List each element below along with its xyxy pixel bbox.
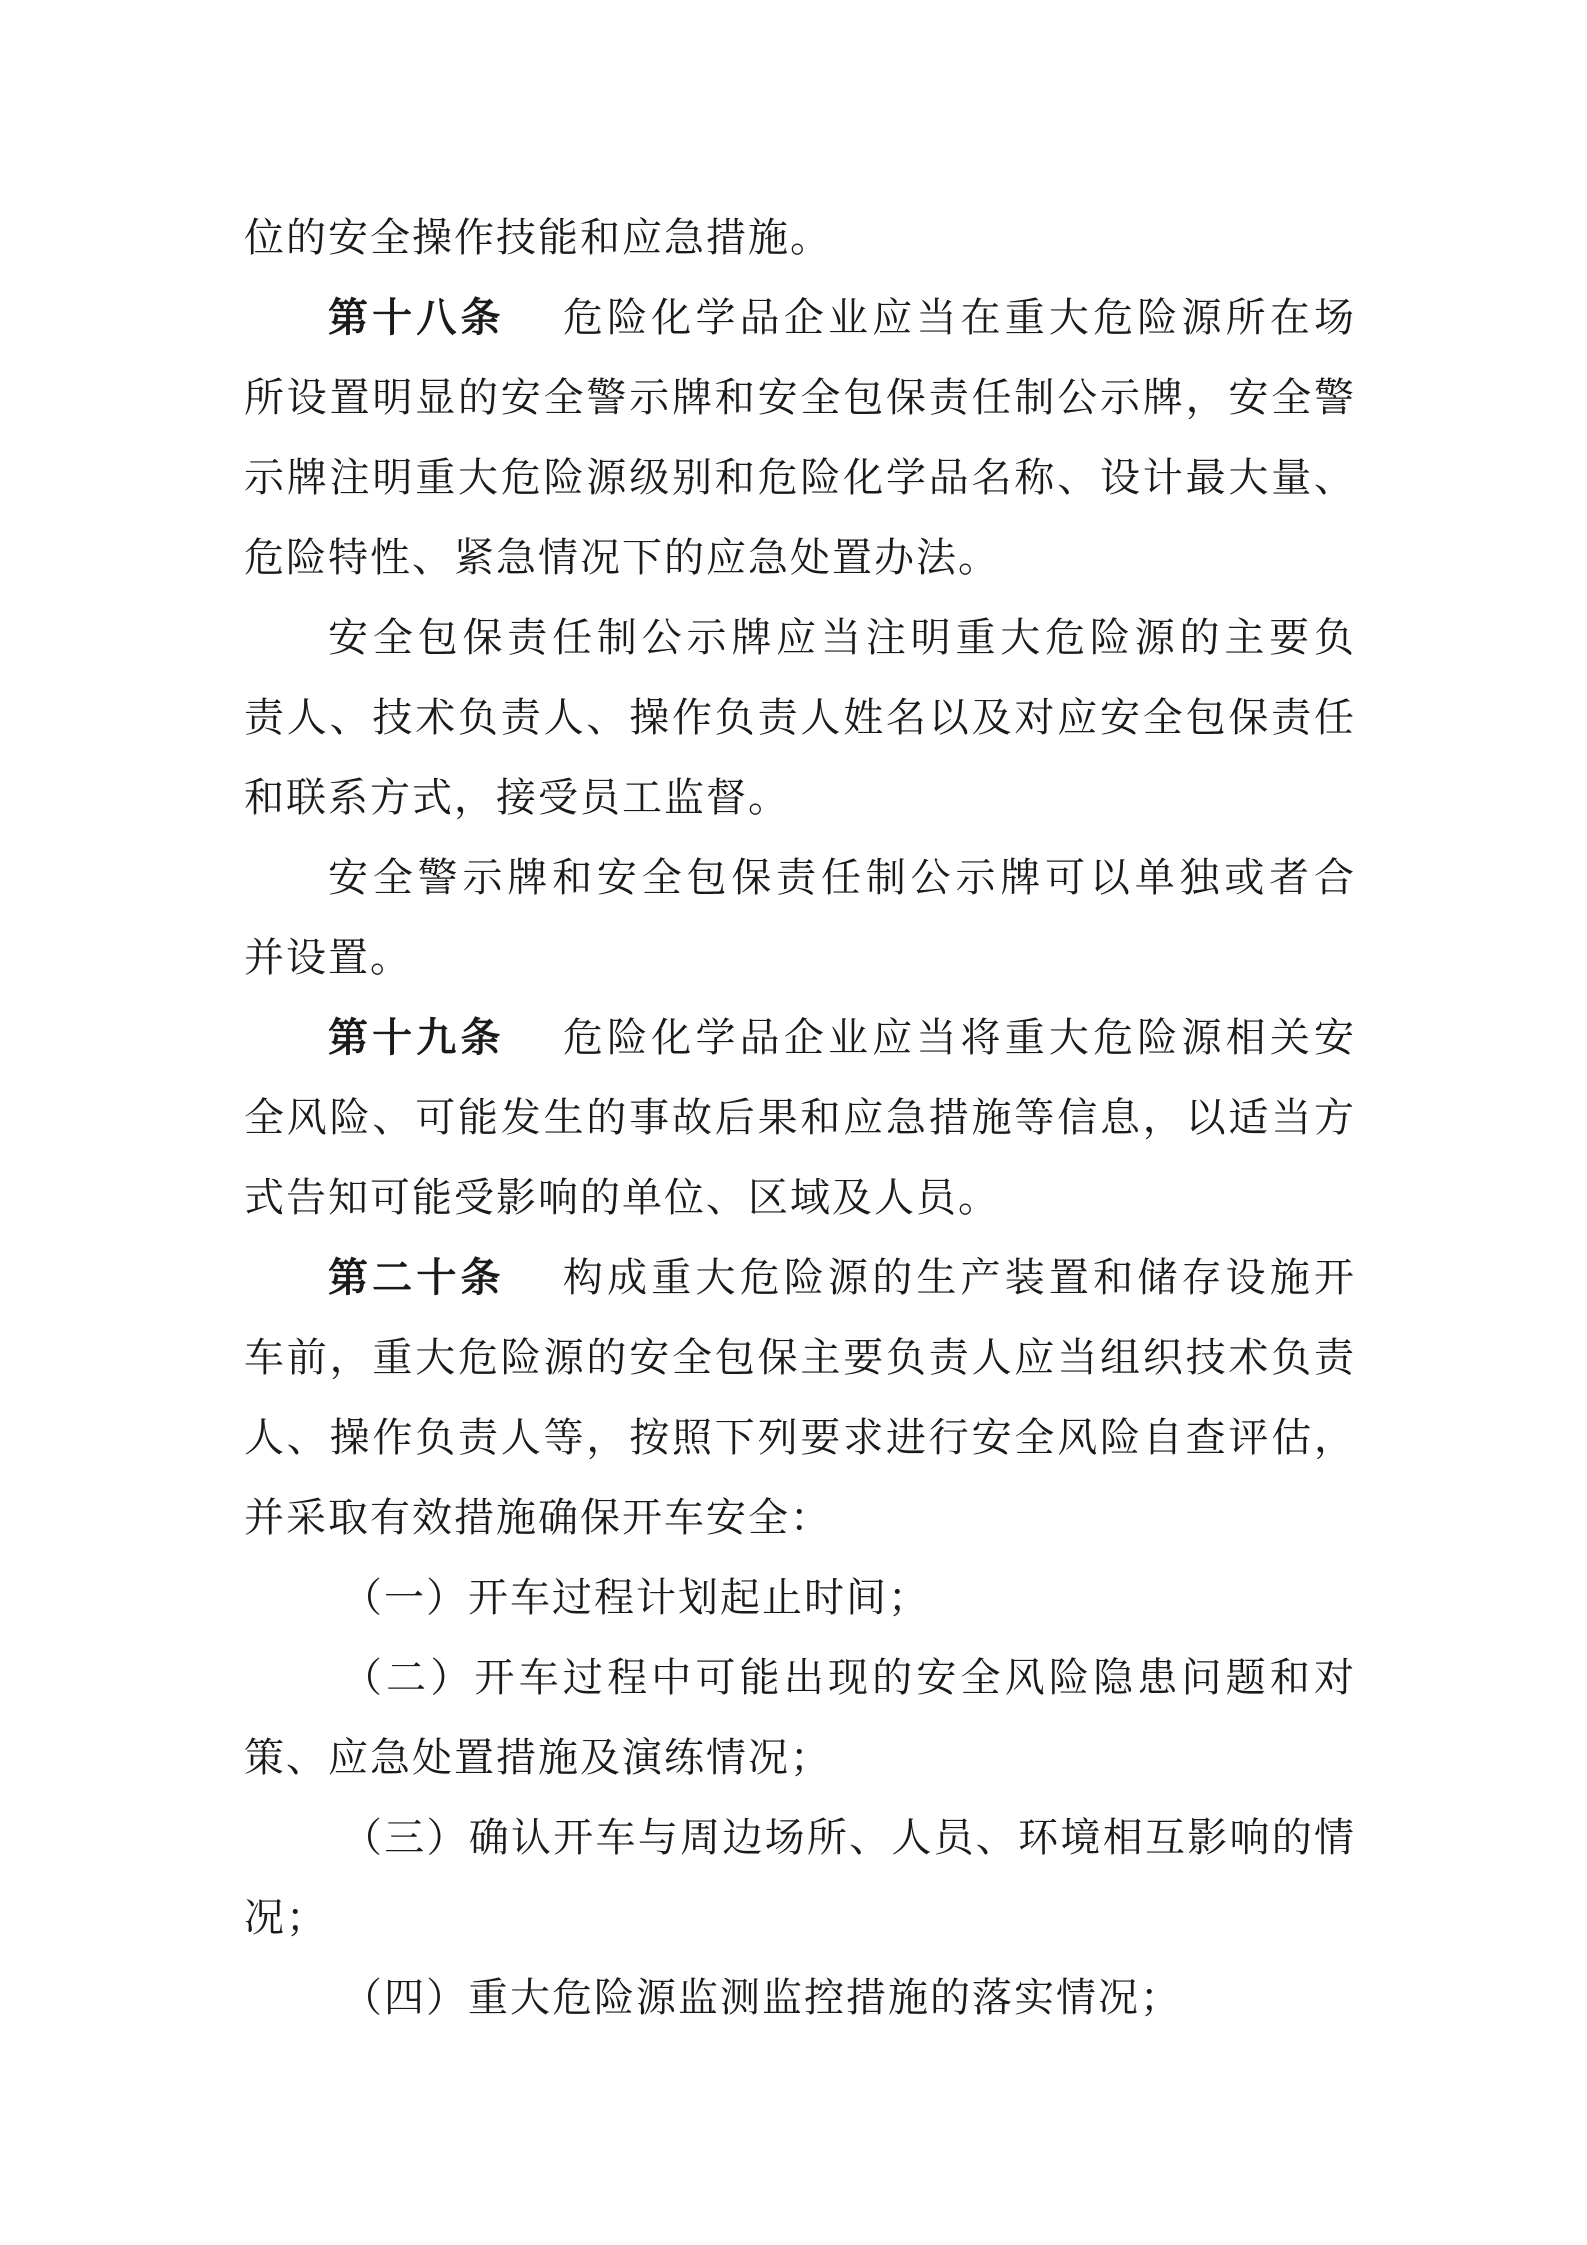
text-line <box>244 1878 1356 1958</box>
text-line <box>244 1158 1356 1238</box>
text-line <box>244 358 1356 438</box>
text-line <box>244 518 1356 598</box>
line-text: 所设置明显的安全警示牌和安全包保责任制公示牌，安全警 <box>244 375 1356 421</box>
line-text: 危险化学品企业应当将重大危险源相关安 <box>560 1015 1357 1061</box>
article-19-first-line <box>244 998 1356 1078</box>
text-line <box>244 838 1356 918</box>
line-text: 责人、技术负责人、操作负责人姓名以及对应安全包保责任 <box>244 695 1356 741</box>
line-text: 全风险、可能发生的事故后果和应急措施等信息，以适当方 <box>244 1095 1356 1141</box>
list-item-2 <box>244 1638 1356 1718</box>
article-20-first-line <box>244 1238 1356 1318</box>
article-19-heading: 第十九条 <box>328 1014 505 1061</box>
line-text: 示牌注明重大危险源级别和危险化学品名称、设计最大量、 <box>244 455 1356 501</box>
line-text: （一）开车过程计划起止时间； <box>342 1575 930 1621</box>
line-text: 策、应急处置措施及演练情况； <box>244 1735 832 1781</box>
article-18-heading: 第十八条 <box>328 294 505 341</box>
text-line <box>244 1078 1356 1158</box>
line-text: 并采取有效措施确保开车安全： <box>244 1495 832 1541</box>
text-line <box>244 438 1356 518</box>
line-text: 安全警示牌和安全包保责任制公示牌可以单独或者合 <box>328 855 1356 901</box>
text-line <box>244 1478 1356 1558</box>
line-text: 构成重大危险源的生产装置和储存设施开 <box>560 1255 1357 1301</box>
line-text: 危险化学品企业应当在重大危险源所在场 <box>560 295 1357 341</box>
line-text: 车前，重大危险源的安全包保主要负责人应当组织技术负责 <box>244 1335 1356 1381</box>
document-page <box>244 198 1356 2038</box>
text-line <box>244 918 1356 998</box>
line-text: 况； <box>244 1895 328 1941</box>
text-line <box>244 1398 1356 1478</box>
text-line <box>244 198 1356 278</box>
text-line <box>244 1318 1356 1398</box>
line-text: 危险特性、紧急情况下的应急处置办法。 <box>244 535 1000 581</box>
line-text: 安全包保责任制公示牌应当注明重大危险源的主要负 <box>328 615 1356 661</box>
line-text: 并设置。 <box>244 935 412 981</box>
text-line <box>244 598 1356 678</box>
line-text: 式告知可能受影响的单位、区域及人员。 <box>244 1175 1000 1221</box>
article-20-heading: 第二十条 <box>328 1254 505 1301</box>
article-18-first-line <box>244 278 1356 358</box>
text-line <box>244 678 1356 758</box>
list-item-1 <box>244 1558 1356 1638</box>
line-text: （三）确认开车与周边场所、人员、环境相互影响的情 <box>342 1815 1356 1861</box>
text-line <box>244 1718 1356 1798</box>
text-line <box>244 758 1356 838</box>
line-text: 和联系方式，接受员工监督。 <box>244 775 790 821</box>
list-item-4 <box>244 1958 1356 2038</box>
line-text: 位的安全操作技能和应急措施。 <box>244 215 832 261</box>
list-item-3 <box>244 1798 1356 1878</box>
line-text: （四）重大危险源监测监控措施的落实情况； <box>342 1975 1182 2021</box>
line-text: （二）开车过程中可能出现的安全风险隐患问题和对 <box>342 1655 1356 1701</box>
line-text: 人、操作负责人等，按照下列要求进行安全风险自查评估， <box>244 1415 1356 1461</box>
